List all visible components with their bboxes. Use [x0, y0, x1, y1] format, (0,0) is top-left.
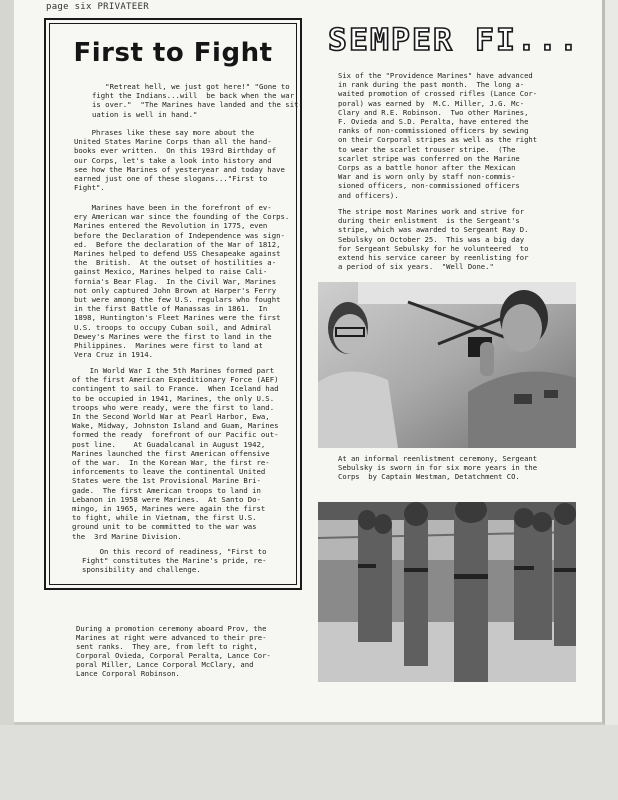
semper-paragraph-2: The stripe most Marines work and strive for during their enlistment is the Sergeant's stripe, which was awarded to Sergeant Ray D. Sebulsky on October 25. This was a big day for Sergeant Sebulsky for he volunteered to extend his service career by reenlisting for a period of six years. "Well Done." — [338, 207, 529, 272]
reenlistment-photo — [318, 282, 576, 448]
semper-fi-text: SEMPER FI... — [328, 23, 580, 58]
article-paragraph-5: On this record of readiness, "First to Fight" constitutes the Marine's pride, re- sponsibility and challenge. — [82, 547, 267, 575]
promotion-caption: During a promotion ceremony aboard Prov, the Marines at right were advanced to their pre- sent ranks. They are, from left to right, Corporal Ovieda, Corporal Peralta, Lance Cor- poral Miller, Lance Corporal McClary, and Lance Corporal Robinson. — [76, 624, 271, 678]
running-head: page six PRIVATEER — [46, 2, 149, 12]
promotion-photo — [318, 502, 576, 682]
article-paragraph-3: Marines have been in the forefront of ev- ery American war since the founding of the Corps. Marines entered the Revolution in 1775, even before the Declaration of Independence was sign- ed. Before the declaration of the War of 1812, Marines helped to defend USS Chesapeake against the British. At the outset of hostilities a- gainst Mexico, Marines helped to raise Cali- fornia's Bear Flag. In the Civil War, Marines not only captured John Brown at Harper's Ferry but were among the few U.S. regulars who fought in the first Battle of Manassas in 1861. In 1898, Huntington's Fleet Marines were the first U.S. troops to occupy Cuban soil, and Admiral Dewey's Marines were the first to land in the Philippines. Marines were first to land at Vera Cruz in 1914. — [74, 203, 290, 360]
semper-fi-title — [326, 22, 586, 58]
reenlistment-caption: At an informal reenlistment ceremony, Sergeant Sebulsky is sworn in for six more years in the Corps by Captain Westman, Detatchment CO. — [338, 454, 538, 481]
binding-spine — [0, 0, 14, 800]
article-box — [44, 18, 302, 590]
article-paragraph-1: "Retreat hell, we just got here!" "Gone to fight the Indians...will be back when the war is over." "The Marines have landed and the sit- uation is well in hand." — [92, 82, 303, 119]
article-title: First to Fight — [73, 38, 273, 68]
article-paragraph-4: In World War I the 5th Marines formed part of the first American Expeditionary Force (AEF) contingent to sail to France. When Iceland had to be occupied in 1941, Marines, the only U.S. troops who were ready, were the first to land. In the Second World War at Pearl Harbor, Ewa, Wake, Midway, Johnston Island and Guam, Marines formed the ready forefront of our Pacific out- post line. At Guadalcanal in August 1942, Marines launched the first American offensive of the war. In the Korean War, the first re- inforcements to leave the continental United States were the 1st Provisional Marine Bri- gade. The first American troops to land in Lebanon in 1958 were Marines. At Santo Do- mingo, in 1965, Marines were again the first to fight, while in Vietnam, the first U.S. ground unit to be committed to the war was the 3rd Marine Division. — [72, 366, 279, 541]
scan-background — [0, 725, 618, 800]
semper-paragraph-1: Six of the "Providence Marines" have advanced in rank during the past month. The long a- waited promotion of crossed rifles (Lance Cor- poral) was earned by M.C. Miller, J.G. Mc- Clary and R.E. Robinson. Two other Marines, F. Oviedа and S.D. Peralta, have entered the ranks of non-commissioned officers by sewing on their Corporal stripes as well as the right to wear the scarlet trouser stripe. (The scarlet stripe was conferred on the Marine Corps as a battle honor after the Mexican War and is worn only by staff non-commis- sioned officers, non-commissioned officers and officers). — [338, 71, 538, 200]
article-paragraph-2: Phrases like these say more about the United States Marine Corps than all the hand- books ever written. On this 193rd Birthday of our Corps, let's take a look into history and see how the Marines of yesteryear and today have earned just one of these slogans..."First to Fight". — [74, 128, 285, 193]
